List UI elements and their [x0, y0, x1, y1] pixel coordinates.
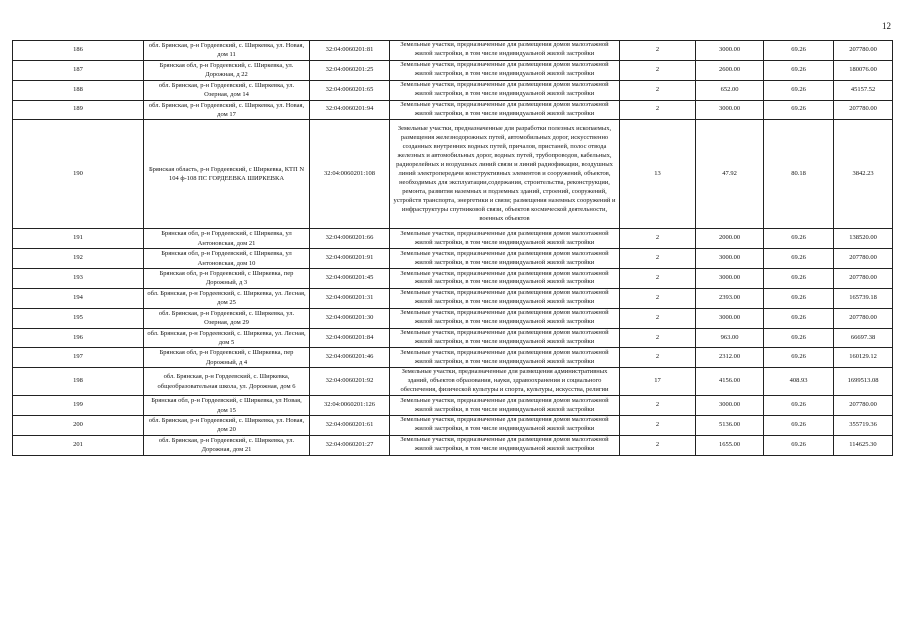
cadastral-value-cell: 160129.12	[834, 348, 893, 368]
row-number-cell: 188	[13, 80, 144, 100]
address-cell: обл. Брянская, р-н Гордеевский, с. Ширкевка, ул. Лесная, дом 25	[144, 288, 310, 308]
specific-value-cell: 69.26	[764, 269, 834, 289]
area-cell: 2393.00	[696, 288, 764, 308]
address-cell: Брянская область, р-н Гордеевский, с Ширкевка, КТП N 104 ф-108 ПС ГОРДЕЕВКА ШИРКЕВКА	[144, 120, 310, 229]
specific-value-cell: 69.26	[764, 348, 834, 368]
table-row	[13, 41, 893, 61]
table-row	[13, 416, 893, 436]
table-row	[13, 80, 893, 100]
land-use-cell: Земельные участки, предназначенные для размещения домов малоэтажной жилой застройки, в том числе индивидуальной жилой застройки	[390, 60, 620, 80]
cadastral-number-cell: 32:04:0060201:66	[310, 229, 390, 249]
address-cell: обл. Брянская, р-н Гордеевский, с. Ширкевка, ул. Дорожная, дом 21	[144, 435, 310, 455]
address-cell: обл. Брянская, р-н Гордеевский, с. Ширкевка, ул. Новая, дом 11	[144, 41, 310, 61]
table-row	[13, 249, 893, 269]
area-cell: 5136.00	[696, 416, 764, 436]
specific-value-cell: 69.26	[764, 328, 834, 348]
address-cell: обл. Брянская, р-н Гордеевский, с. Ширкевка, ул. Озерная, дом 14	[144, 80, 310, 100]
row-number-cell: 187	[13, 60, 144, 80]
page-number: 12	[882, 21, 891, 31]
land-use-cell: Земельные участки, предназначенные для размещения домов малоэтажной жилой застройки, в том числе индивидуальной жилой застройки	[390, 269, 620, 289]
row-number-cell: 200	[13, 416, 144, 436]
land-use-cell: Земельные участки, предназначенные для размещения домов малоэтажной жилой застройки, в том числе индивидуальной жилой застройки	[390, 328, 620, 348]
cadastral-value-cell: 138520.00	[834, 229, 893, 249]
land-use-cell: Земельные участки, предназначенные для размещения домов малоэтажной жилой застройки, в том числе индивидуальной жилой застройки	[390, 288, 620, 308]
cadastral-number-cell: 32:04:0060201:65	[310, 80, 390, 100]
address-cell: обл. Брянская, р-н Гордеевский, с. Ширкевка, ул. Лесная, дом 5	[144, 328, 310, 348]
row-number-cell: 198	[13, 368, 144, 396]
specific-value-cell: 69.26	[764, 60, 834, 80]
table-row	[13, 308, 893, 328]
specific-value-cell: 69.26	[764, 100, 834, 120]
area-cell: 3000.00	[696, 249, 764, 269]
specific-value-cell: 69.26	[764, 288, 834, 308]
cadastral-value-cell: 207780.00	[834, 41, 893, 61]
address-cell: Брянская обл, р-н Гордеевский, с. Ширкевка, ул. Дорожная, д 22	[144, 60, 310, 80]
use-code-cell: 2	[620, 416, 696, 436]
row-number-cell: 201	[13, 435, 144, 455]
use-code-cell: 2	[620, 269, 696, 289]
use-code-cell: 2	[620, 308, 696, 328]
table-row	[13, 269, 893, 289]
area-cell: 47.92	[696, 120, 764, 229]
area-cell: 652.00	[696, 80, 764, 100]
table-row	[13, 100, 893, 120]
cadastral-value-cell: 114625.30	[834, 435, 893, 455]
cadastral-value-cell: 45157.52	[834, 80, 893, 100]
land-use-cell: Земельные участки, предназначенные для размещения административных зданий, объектов образования, науки, здравоохранения и социального обеспечения, физической культуры и спорта, культуры, искусства, религии	[390, 368, 620, 396]
table-body	[13, 41, 893, 456]
land-use-cell: Земельные участки, предназначенные для размещения домов малоэтажной жилой застройки, в том числе индивидуальной жилой застройки	[390, 249, 620, 269]
use-code-cell: 2	[620, 229, 696, 249]
cadastral-value-cell: 207780.00	[834, 269, 893, 289]
cadastral-value-cell: 355719.36	[834, 416, 893, 436]
area-cell: 963.00	[696, 328, 764, 348]
cadastral-value-cell: 3842.23	[834, 120, 893, 229]
specific-value-cell: 69.26	[764, 229, 834, 249]
area-cell: 3000.00	[696, 308, 764, 328]
row-number-cell: 199	[13, 396, 144, 416]
specific-value-cell: 80.18	[764, 120, 834, 229]
row-number-cell: 192	[13, 249, 144, 269]
cadastral-number-cell: 32:04:0060201:126	[310, 396, 390, 416]
cadastral-value-cell: 207780.00	[834, 308, 893, 328]
use-code-cell: 2	[620, 41, 696, 61]
land-use-cell: Земельные участки, предназначенные для размещения домов малоэтажной жилой застройки, в том числе индивидуальной жилой застройки	[390, 41, 620, 61]
cadastral-number-cell: 32:04:0060201:61	[310, 416, 390, 436]
table-row	[13, 328, 893, 348]
table-row	[13, 288, 893, 308]
row-number-cell: 191	[13, 229, 144, 249]
cadastral-value-cell: 207780.00	[834, 100, 893, 120]
land-use-cell: Земельные участки, предназначенные для размещения домов малоэтажной жилой застройки, в том числе индивидуальной жилой застройки	[390, 416, 620, 436]
area-cell: 3000.00	[696, 269, 764, 289]
area-cell: 4156.00	[696, 368, 764, 396]
area-cell: 2600.00	[696, 60, 764, 80]
table-row	[13, 60, 893, 80]
address-cell: Брянская обл, р-н Гордеевский, с Ширкевка, ул Антоновская, дом 21	[144, 229, 310, 249]
table-row	[13, 396, 893, 416]
address-cell: Брянская обл, р-н Гордеевский, с Ширкевка, ул Новая, дом 15	[144, 396, 310, 416]
table-row	[13, 229, 893, 249]
row-number-cell: 189	[13, 100, 144, 120]
address-cell: обл. Брянская, р-н Гордеевский, с. Ширкевка, общеобразовательная школа, ул. Дорожная, дом 6	[144, 368, 310, 396]
use-code-cell: 2	[620, 328, 696, 348]
cadastral-number-cell: 32:04:0060201:108	[310, 120, 390, 229]
land-use-cell: Земельные участки, предназначенные для размещения домов малоэтажной жилой застройки, в том числе индивидуальной жилой застройки	[390, 348, 620, 368]
cadastral-value-cell: 66697.38	[834, 328, 893, 348]
cadastral-value-cell: 207780.00	[834, 249, 893, 269]
row-number-cell: 194	[13, 288, 144, 308]
cadastral-value-cell: 180076.00	[834, 60, 893, 80]
specific-value-cell: 69.26	[764, 416, 834, 436]
area-cell: 3000.00	[696, 41, 764, 61]
row-number-cell: 197	[13, 348, 144, 368]
address-cell: Брянская обл, р-н Гордеевский, с Ширкевка, ул Антоновская, дом 10	[144, 249, 310, 269]
address-cell: Брянская обл, р-н Гордеевский, с Ширкевка, пер Дорожный, д 3	[144, 269, 310, 289]
land-use-cell: Земельные участки, предназначенные для размещения домов малоэтажной жилой застройки, в том числе индивидуальной жилой застройки	[390, 229, 620, 249]
use-code-cell: 2	[620, 249, 696, 269]
land-use-cell: Земельные участки, предназначенные для размещения домов малоэтажной жилой застройки, в том числе индивидуальной жилой застройки	[390, 308, 620, 328]
address-cell: обл. Брянская, р-н Гордеевский, с. Ширкевка, ул. Новая, дом 20	[144, 416, 310, 436]
cadastral-number-cell: 32:04:0060201:30	[310, 308, 390, 328]
use-code-cell: 2	[620, 60, 696, 80]
address-cell: обл. Брянская, р-н Гордеевский, с. Ширкевка, ул. Новая, дом 17	[144, 100, 310, 120]
use-code-cell: 2	[620, 396, 696, 416]
area-cell: 2000.00	[696, 229, 764, 249]
row-number-cell: 190	[13, 120, 144, 229]
cadastral-number-cell: 32:04:0060201:46	[310, 348, 390, 368]
use-code-cell: 17	[620, 368, 696, 396]
cadastral-number-cell: 32:04:0060201:45	[310, 269, 390, 289]
cadastral-number-cell: 32:04:0060201:31	[310, 288, 390, 308]
row-number-cell: 195	[13, 308, 144, 328]
table-row	[13, 435, 893, 455]
address-cell: обл. Брянская, р-н Гордеевский, с. Ширкевка, ул. Озерная, дом 29	[144, 308, 310, 328]
area-cell: 3000.00	[696, 100, 764, 120]
cadastral-value-cell: 207780.00	[834, 396, 893, 416]
row-number-cell: 196	[13, 328, 144, 348]
use-code-cell: 2	[620, 288, 696, 308]
land-parcels-table	[12, 40, 893, 456]
area-cell: 2312.00	[696, 348, 764, 368]
cadastral-number-cell: 32:04:0060201:91	[310, 249, 390, 269]
cadastral-number-cell: 32:04:0060201:84	[310, 328, 390, 348]
table-row	[13, 348, 893, 368]
row-number-cell: 193	[13, 269, 144, 289]
land-use-cell: Земельные участки, предназначенные для размещения домов малоэтажной жилой застройки, в том числе индивидуальной жилой застройки	[390, 100, 620, 120]
specific-value-cell: 69.26	[764, 308, 834, 328]
specific-value-cell: 69.26	[764, 396, 834, 416]
cadastral-value-cell: 165739.18	[834, 288, 893, 308]
cadastral-value-cell: 1699513.08	[834, 368, 893, 396]
specific-value-cell: 69.26	[764, 41, 834, 61]
use-code-cell: 2	[620, 348, 696, 368]
use-code-cell: 2	[620, 80, 696, 100]
specific-value-cell: 69.26	[764, 435, 834, 455]
specific-value-cell: 69.26	[764, 80, 834, 100]
use-code-cell: 13	[620, 120, 696, 229]
land-use-cell: Земельные участки, предназначенные для размещения домов малоэтажной жилой застройки, в том числе индивидуальной жилой застройки	[390, 80, 620, 100]
address-cell: Брянская обл, р-н Гордеевский, с Ширкевка, пер Дорожный, д 4	[144, 348, 310, 368]
use-code-cell: 2	[620, 100, 696, 120]
cadastral-number-cell: 32:04:0060201:92	[310, 368, 390, 396]
specific-value-cell: 408.93	[764, 368, 834, 396]
cadastral-number-cell: 32:04:0060201:27	[310, 435, 390, 455]
cadastral-number-cell: 32:04:0060201:94	[310, 100, 390, 120]
land-use-cell: Земельные участки, предназначенные для размещения домов малоэтажной жилой застройки, в том числе индивидуальной жилой застройки	[390, 396, 620, 416]
cadastral-number-cell: 32:04:0060201:25	[310, 60, 390, 80]
use-code-cell: 2	[620, 435, 696, 455]
land-use-cell: Земельные участки, предназначенные для разработки полезных ископаемых, размещения железнодорожных путей, автомобильных дорог, искусственно созданных внутренних водных путей, причалов, пристаней, полос отвода железных и автомобильных дорог, водных путей, трубопроводов, кабельных, радиорелейных и воздушных линий связи и линий радиофикации, воздушных линий электропередачи конструктивных элементов и сооружений, объектов, необходимых для эксплуатации,содержания, строительства, реконструкции, ремонта, развития наземных и подземных зданий, строений, сооружений, устройств транспорта, энергетики и связи; размещения наземных сооружений и инфраструктуры спутниковой связи, объектов космической деятельности, военных объектов	[390, 120, 620, 229]
land-use-cell: Земельные участки, предназначенные для размещения домов малоэтажной жилой застройки, в том числе индивидуальной жилой застройки	[390, 435, 620, 455]
specific-value-cell: 69.26	[764, 249, 834, 269]
table-row	[13, 368, 893, 396]
table-row	[13, 120, 893, 229]
row-number-cell: 186	[13, 41, 144, 61]
area-cell: 3000.00	[696, 396, 764, 416]
cadastral-number-cell: 32:04:0060201:81	[310, 41, 390, 61]
area-cell: 1655.00	[696, 435, 764, 455]
